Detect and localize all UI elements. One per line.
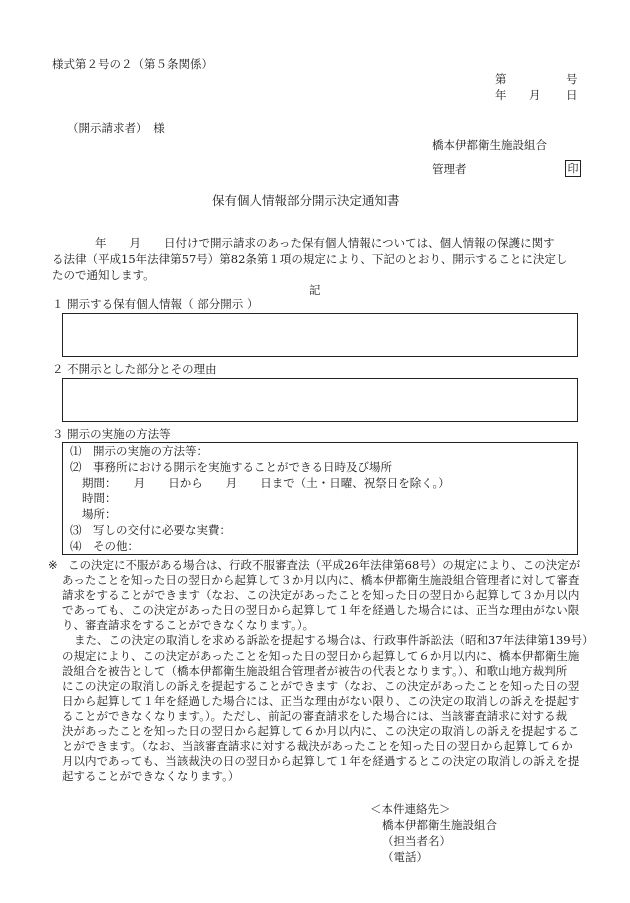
body-line: 年 月 日付けで開示請求のあった保有個人情報については、個人情報の保護に関す — [95, 236, 555, 250]
form-number: 様式第２号の２（第５条関係） — [52, 57, 213, 71]
contact-phone: （電話） — [382, 850, 428, 864]
date-month: 月 — [529, 88, 541, 102]
note-line: り、審査請求をすることができなくなります。）。 — [62, 618, 315, 633]
doc-number-prefix: 第 — [495, 72, 507, 86]
seal-mark: 印 — [565, 160, 581, 177]
note-line: とができます。（なお、当該審査請求に対する裁決があったことを知った日の翌日から起算して６か — [62, 739, 573, 754]
date-year: 年 — [495, 88, 507, 102]
document-title: 保有個人情報部分開示決定通知書 — [212, 193, 400, 208]
period-line: 期間： 月 日から 月 日まで（土・日曜、祝祭日を除く。） — [82, 475, 450, 490]
other-item: ⑷ その他： — [70, 538, 139, 553]
copy-fee-item: ⑶ 写しの交付に必要な実費： — [70, 522, 231, 537]
recipient: （開示請求者） 様 — [67, 121, 165, 135]
note-line: 月以内であっても、当該裁決の日の翌日から起算して１年を経過するとこの決定の取消しの訴えを提 — [62, 754, 580, 769]
note-mark: ※ — [48, 558, 58, 572]
note-line: また、この決定の取消しを求める訴訟を提起する場合は、行政事件訴訟法（昭和37年法律第139号） — [74, 633, 594, 648]
contact-heading: ＜本件連絡先＞ — [370, 802, 451, 816]
note-line: この決定に不服がある場合は、行政不服審査法（平成26年法律第68号）の規定により、この決定が — [68, 558, 581, 572]
ki-heading: 記 — [309, 283, 321, 297]
body-line: たので通知します。 — [52, 268, 155, 282]
contact-person: （担当者名） — [382, 834, 451, 848]
note-line: 起することができなくなります。） — [62, 769, 240, 784]
doc-number-suffix: 号 — [566, 72, 578, 86]
issuer-org: 橋本伊都衛生施設組合 — [432, 138, 547, 152]
section1-heading: １ 開示する保有個人情報（ 部分開示 ） — [52, 297, 259, 311]
method-item: ⑴ 開示の実施の方法等： — [70, 444, 208, 458]
contact-org: 橋本伊都衛生施設組合 — [382, 818, 497, 832]
section1-box — [62, 313, 578, 357]
office-item: ⑵ 事務所における開示を実施することができる日時及び場所 — [70, 459, 392, 474]
body-paragraph — [52, 235, 592, 283]
note-line: あったことを知った日の翌日から起算して３か月以内に、橋本伊都衛生施設組合管理者に対して審査 — [62, 573, 580, 588]
note-line: 決があったことを知った日の翌日から起算して６か月以内に、この決定の取消しの訴えを提起するこ — [62, 724, 580, 739]
note-line: の規定により、この決定があったことを知った日の翌日から起算して６か月以内に、橋本伊都衛生施 — [62, 648, 580, 663]
note-line: 請求をすることができます（なお、この決定があったことを知った日の翌日から起算して３か月以内 — [62, 588, 580, 603]
note-line: であっても、この決定があった日の翌日から起算して１年を経過した場合には、正当な理由がない限 — [62, 603, 580, 618]
note-line: ることができなくなります。）。ただし、前記の審査請求をした場合には、当該審査請求に対する裁 — [62, 708, 568, 723]
note-line: 設組合を被告として（橋本伊都衛生施設組合管理者が被告の代表となります。）、和歌山地方裁判所 — [62, 663, 568, 678]
section2-box — [62, 378, 578, 422]
place-line: 場所： — [82, 507, 117, 522]
note-line: にこの決定の取消しの訴えを提起することができます（なお、この決定があったことを知った日の翌 — [62, 678, 580, 693]
issuer-role: 管理者 — [432, 162, 467, 176]
section2-heading: ２ 不開示とした部分とその理由 — [52, 362, 217, 376]
section3-items — [70, 444, 570, 555]
body-line: る法律（平成15年法律第57号）第82条第１項の規定により、下記のとおり、開示することに決定し — [52, 252, 568, 266]
date-day: 日 — [566, 88, 578, 102]
note-line: 日から起算して１年を経過した場合には、正当な理由がない限り、この決定の取消しの訴えを提起す — [62, 693, 580, 708]
time-line: 時間： — [82, 491, 117, 506]
note-paragraph — [62, 558, 592, 784]
section3-heading: ３ 開示の実施の方法等 — [52, 427, 171, 441]
